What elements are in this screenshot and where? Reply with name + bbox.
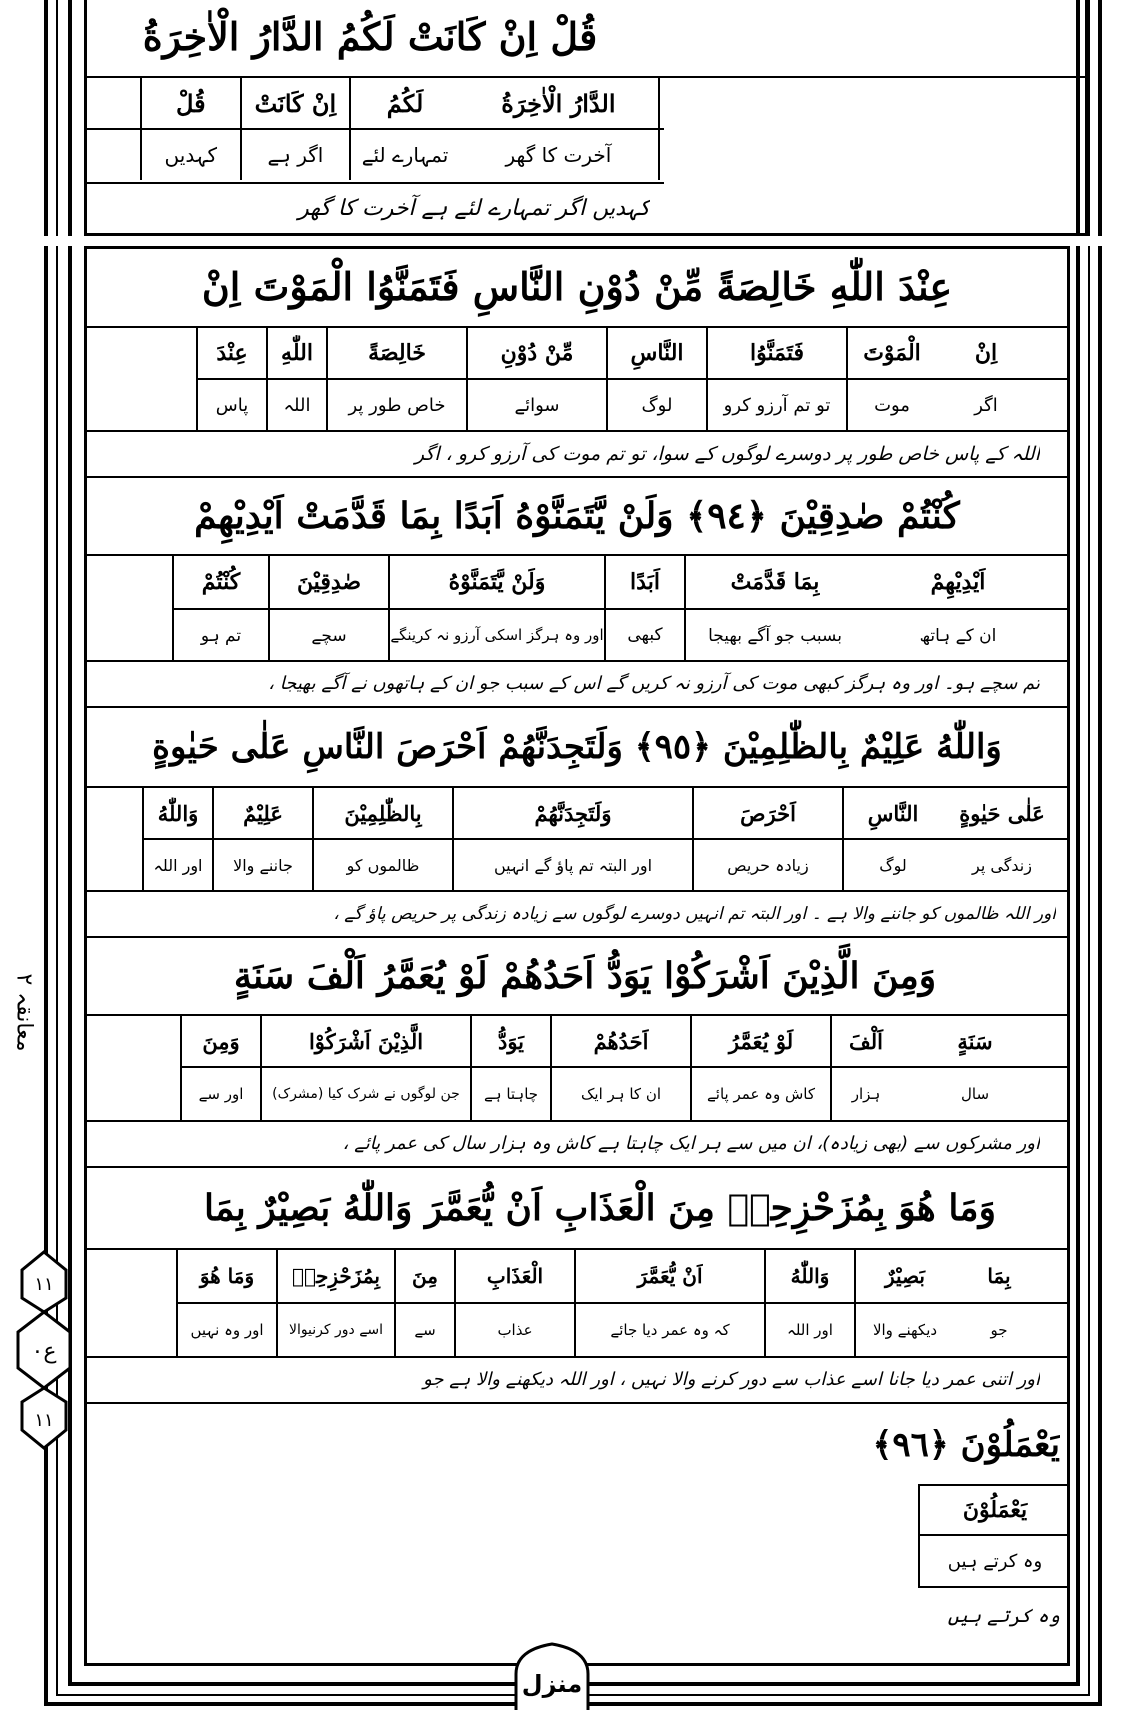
word: بِمُزَحْزِحِهٖ	[276, 1250, 394, 1302]
word-row-4	[142, 788, 1062, 838]
meaning: اور اللہ	[142, 840, 212, 890]
translation-5: اور مشرکوں سے (بھی زیادہ)، ان میں سے ہر ایک چاہتا ہے کاش وہ ہزار سال کی عمر پائے ،	[342, 1133, 1040, 1154]
meaning: سوائے	[466, 380, 606, 430]
meaning: جاننے والا	[212, 840, 312, 890]
meaning: کاش وہ عمر پائے	[690, 1068, 830, 1120]
word: وَاللّٰهُ	[764, 1250, 854, 1302]
divider	[84, 182, 664, 184]
section-gap	[0, 236, 1134, 246]
meaning: اللہ	[266, 380, 326, 430]
meaning: سچے	[268, 610, 388, 660]
meaning: ان کے ہاتھ	[919, 625, 997, 646]
word: كُنْتُمْ	[172, 556, 268, 608]
meaning: دیکھنے والا	[854, 1304, 954, 1356]
word: الَّذِيْنَ اَشْرَكُوْا	[260, 1016, 470, 1066]
word: عِنْدَ	[196, 328, 266, 378]
meaning: اور وہ ہرگز اسکی آرزو نہ کرینگے	[388, 610, 604, 660]
verse-line-1: قُلْ اِنْ كَانَتْ لَكُمُ الدَّارُ الْاٰخِرَةُ	[142, 14, 598, 59]
meaning-row-4	[142, 840, 1062, 890]
word: اَحْرَصَ	[692, 788, 842, 838]
word-row-2	[196, 328, 1036, 378]
meaning: کہدیں	[140, 130, 240, 180]
divider	[84, 706, 1070, 708]
verse-line-5: وَمِنَ الَّذِيْنَ اَشْرَكُوْا يَوَدُّ اَحَدُهُمْ لَوْ يُعَمَّرُ اَلْفَ سَنَةٍ	[233, 955, 937, 997]
verse-line-2: عِنْدَ اللّٰهِ خَالِصَةً مِّنْ دُوْنِ النَّاسِ فَتَمَنَّوُا الْمَوْتَ اِنْ	[201, 264, 953, 309]
translation-1: کہدیں اگر تمہارے لئے ہے آخرت کا گھر	[298, 196, 650, 221]
word: بِالظّٰلِمِيْنَ	[312, 788, 452, 838]
word: وَلَتَجِدَنَّهُمْ	[452, 788, 692, 838]
meaning: تو تم آرزو کرو	[706, 380, 846, 430]
meaning: اگر ہے	[240, 130, 350, 180]
word-row-3	[172, 556, 1052, 608]
word: سَنَةٍ	[957, 1028, 993, 1054]
meaning: اور اللہ	[764, 1304, 854, 1356]
meaning: اگر	[974, 394, 998, 416]
meaning: عذاب	[454, 1304, 574, 1356]
word: الْعَذَابِ	[454, 1250, 574, 1302]
word-row-1	[140, 78, 660, 128]
word: عَلٰى حَيٰوةٍ	[959, 800, 1045, 826]
meaning: اور وہ نہیں	[176, 1304, 276, 1356]
word-row-7	[918, 1484, 1070, 1536]
meaning: آخرت کا گھر	[505, 143, 612, 167]
meaning-row-7	[918, 1536, 1070, 1588]
word: الْمَوْتَ	[846, 328, 936, 378]
meaning: کہ وہ عمر دیا جائے	[574, 1304, 764, 1356]
divider	[84, 476, 1070, 478]
word: النَّاسِ	[842, 788, 942, 838]
meaning-row-2	[196, 380, 1036, 430]
word: لَوْ يُعَمَّرُ	[690, 1016, 830, 1066]
meaning-row-5	[180, 1068, 1050, 1120]
verse-line-4: وَاللّٰهُ عَلِيْمٌ بِالظّٰلِمِيْنَ ﴿٩٥﴾ وَلَتَجِدَنَّهُمْ اَحْرَصَ النَّاسِ عَلٰى حَيٰوةٍ	[152, 727, 1002, 767]
divider	[84, 1166, 1070, 1168]
meaning: تمہارے لئے	[349, 130, 459, 180]
meaning-row-6	[176, 1304, 1044, 1356]
margin-note-text: معانقہ ۲	[11, 973, 37, 1052]
meaning: وہ کرتے ہیں	[947, 1550, 1043, 1572]
ruku-bottom: ١١	[34, 1410, 54, 1431]
word: مِّنْ دُوْنِ	[466, 328, 606, 378]
manzil-badge-icon	[510, 1640, 594, 1710]
word: اَنْ يُّعَمَّرَ	[574, 1250, 764, 1302]
verse-line-3: كُنْتُمْ صٰدِقِيْنَ ﴿٩٤﴾ وَلَنْ يَّتَمَنَّوْهُ اَبَدًا بِمَا قَدَّمَتْ اَيْدِيْهِمْ	[194, 495, 960, 537]
meaning: بسبب جو آگے بھیجا	[684, 610, 864, 660]
divider	[84, 1402, 1070, 1404]
meaning: ان کا ہر ایک	[550, 1068, 690, 1120]
meaning: اسے دور کرنیوالا	[276, 1304, 394, 1356]
word: اَلْفَ	[830, 1016, 900, 1066]
word-row-6	[176, 1250, 1044, 1302]
word: خَالِصَةً	[326, 328, 466, 378]
word: اَحَدُهُمْ	[550, 1016, 690, 1066]
word: بِمَا	[987, 1264, 1011, 1288]
word: اَبَدًا	[604, 556, 684, 608]
ruku-middle: ع٠	[31, 1339, 57, 1364]
verse-line-6: وَمَا هُوَ بِمُزَحْزِحِهٖ مِنَ الْعَذَابِ اَنْ يُّعَمَّرَ وَاللّٰهُ بَصِيْرٌ بِمَا	[204, 1187, 996, 1229]
word: قُلْ	[140, 78, 240, 128]
meaning: سے	[394, 1304, 454, 1356]
word: يَعْمَلُوْنَ	[962, 1497, 1028, 1523]
meaning: پاس	[196, 380, 266, 430]
word: يَوَدُّ	[470, 1016, 550, 1066]
word: عَلِيْمٌ	[212, 788, 312, 838]
ruku-marker-icon	[14, 1250, 74, 1450]
meaning: جو	[990, 1321, 1008, 1339]
margin-note	[4, 950, 44, 1080]
meaning: لوگ	[842, 840, 942, 890]
meaning: ظالموں کو	[312, 840, 452, 890]
word: النَّاسِ	[606, 328, 706, 378]
meaning-row-1	[140, 130, 660, 180]
meaning: چاہتا ہے	[470, 1068, 550, 1120]
meaning: ہزار	[830, 1068, 900, 1120]
word-row-5	[180, 1016, 1050, 1066]
translation-2: اللہ کے پاس خاص طور پر دوسرے لوگوں کے سوا، تو تم موت کی آرزو کرو ، اگر	[414, 443, 1040, 465]
meaning: جن لوگوں نے شرک کیا (مشرک)	[260, 1068, 470, 1120]
meaning: تم ہو	[172, 610, 268, 660]
meaning: زیادہ حریص	[692, 840, 842, 890]
word: اَيْدِيْهِمْ	[930, 569, 986, 595]
translation-6: اور اتنی عمر دیا جانا اسے عذاب سے دور کرنے والا نہیں ، اور اللہ دیکھنے والا ہے جو	[423, 1369, 1040, 1390]
word: لَكُمُ	[349, 78, 459, 128]
meaning: لوگ	[606, 380, 706, 430]
word: بِمَا قَدَّمَتْ	[684, 556, 864, 608]
word: بَصِيْرٌ	[854, 1250, 954, 1302]
meaning: اور البتہ تم پاؤ گے انہیں	[452, 840, 692, 890]
word: اِنْ كَانَتْ	[240, 78, 350, 128]
meaning: سال	[960, 1085, 990, 1103]
meaning-row-3	[172, 610, 1052, 660]
divider	[84, 936, 1070, 938]
word: وَمِنَ	[180, 1016, 260, 1066]
meaning: زندگی پر	[972, 855, 1032, 875]
meaning: خاص طور پر	[326, 380, 466, 430]
word: اللّٰهِ	[266, 328, 326, 378]
word: فَتَمَنَّوُا	[706, 328, 846, 378]
word: صٰدِقِيْنَ	[268, 556, 388, 608]
verse-line-7: يَعْمَلُوْنَ ﴿٩٦﴾	[872, 1425, 1060, 1465]
ruku-top: ١١	[34, 1274, 54, 1295]
meaning: اور سے	[180, 1068, 260, 1120]
manzil-label: منزل	[521, 1670, 583, 1698]
word: وَلَنْ يَّتَمَنَّوْهُ	[388, 556, 604, 608]
word: وَمَا هُوَ	[176, 1250, 276, 1302]
translation-3: تم سچے ہو۔ اور وہ ہرگز کبھی موت کی آرزو نہ کریں گے اس کے سبب جو ان کے ہاتھوں نے آگے بھیجا ،	[268, 673, 1040, 694]
word: مِنَ	[394, 1250, 454, 1302]
translation-7: وہ کرتے ہیں	[947, 1605, 1060, 1627]
meaning: موت	[846, 380, 936, 430]
translation-4: اور اللہ ظالموں کو جاننے والا ہے ۔ اور البتہ تم انہیں دوسرے لوگوں سے زیادہ زندگی پر حریص پاؤ گے ،	[333, 904, 1056, 924]
word: الدَّارُ الْاٰخِرَةُ	[501, 88, 616, 118]
word: اِنْ	[974, 340, 998, 366]
word: وَاللّٰهُ	[142, 788, 212, 838]
meaning: کبھی	[604, 610, 684, 660]
